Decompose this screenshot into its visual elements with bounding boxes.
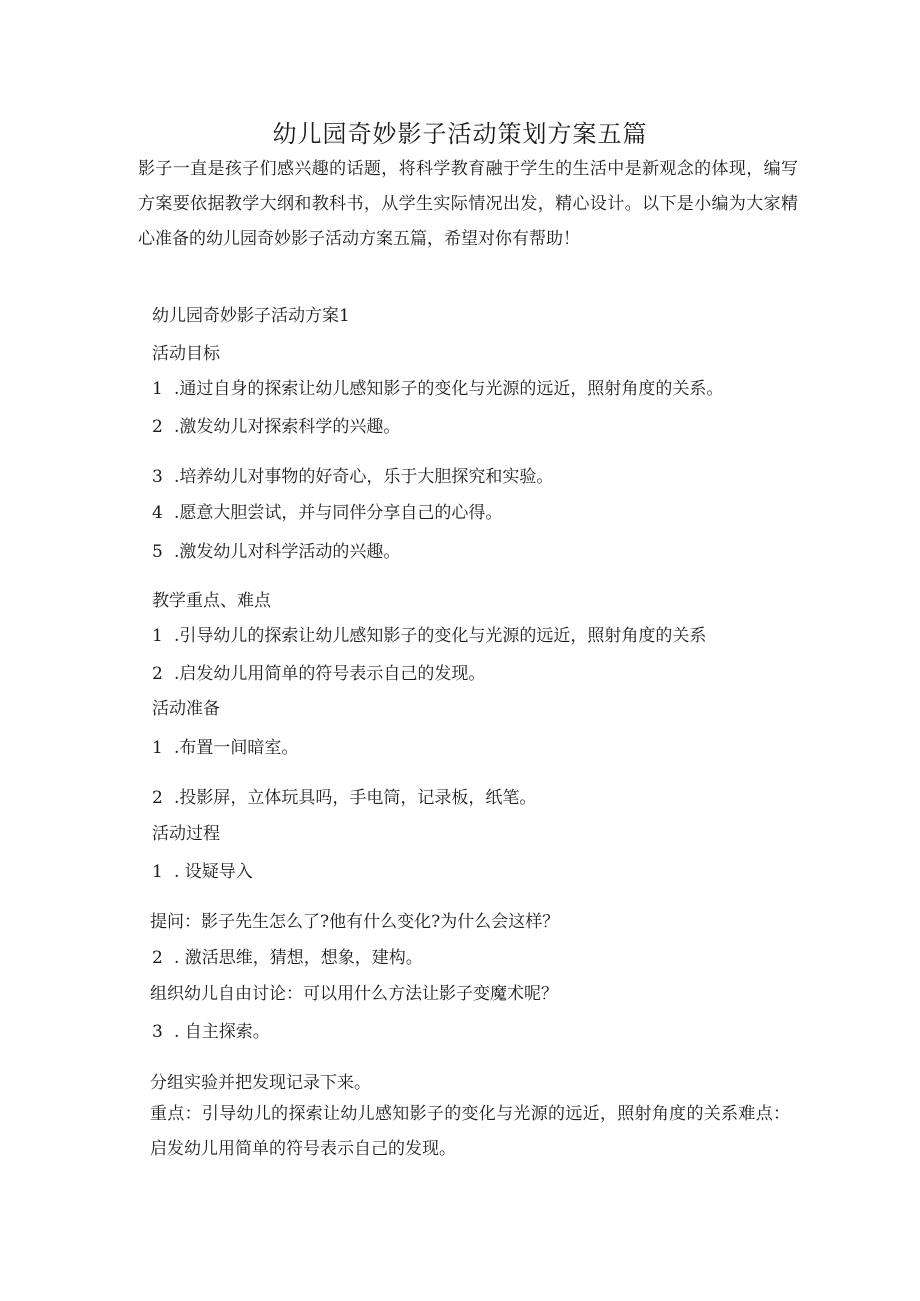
prep-number: 1 bbox=[152, 738, 163, 758]
keypoints-heading: 教学重点、难点 bbox=[152, 591, 271, 611]
prep-heading: 活动准备 bbox=[152, 699, 220, 719]
keypoint-number: 2 bbox=[152, 664, 163, 684]
goal-item bbox=[152, 498, 502, 523]
goal-number: 4 bbox=[152, 503, 163, 523]
keypoint-number: 1 bbox=[152, 626, 163, 646]
keypoint-text: .启发幼儿用简单的符号表示自己的发现。 bbox=[174, 664, 486, 684]
prep-item bbox=[152, 733, 298, 758]
document-title: 幼儿园奇妙影子活动策划方案五篇 bbox=[272, 120, 648, 148]
goal-number: 1 bbox=[152, 379, 163, 399]
process-step bbox=[152, 857, 253, 882]
process-step-number: 1 bbox=[152, 862, 163, 882]
process-step-number: 3 bbox=[152, 1022, 163, 1042]
discussion-text: 组织幼儿自由讨论：可以用什么方法让影子变魔术呢？ bbox=[150, 984, 558, 1004]
process-step-number: 2 bbox=[152, 948, 163, 968]
prep-text: .布置一间暗室。 bbox=[174, 738, 299, 758]
goal-text: .培养幼儿对事物的好奇心，乐于大胆探究和实验。 bbox=[174, 467, 554, 487]
process-step bbox=[152, 1017, 270, 1042]
goal-item bbox=[152, 412, 400, 437]
process-step-text: . 自主探索。 bbox=[174, 1022, 270, 1042]
prep-item bbox=[152, 783, 536, 808]
intro-paragraph: 影子一直是孩子们感兴趣的话题，将科学教育融于学生的生活中是新观念的体现，编写方案要依据教学大纲和教科书，从学生实际情况出发，精心设计。以下是小编为大家精心准备的幼儿园奇妙影子活动方案五篇，希望对你有帮助！ bbox=[138, 159, 798, 249]
process-step-text: . 设疑导入 bbox=[174, 862, 253, 882]
prep-text: .投影屏，立体玩具吗，手电筒，记录板，纸笔。 bbox=[174, 788, 537, 808]
process-step bbox=[152, 943, 423, 968]
keypoint-item bbox=[152, 659, 485, 684]
goal-number: 3 bbox=[152, 467, 163, 487]
goal-text: .通过自身的探索让幼儿感知影子的变化与光源的远近，照射角度的关系。 bbox=[174, 379, 724, 399]
question-text: 提问：影子先生怎么了?他有什么变化?为什么会这样？ bbox=[150, 912, 560, 932]
keypoint-item bbox=[152, 621, 706, 646]
goal-text: .愿意大胆尝试，并与同伴分享自己的心得。 bbox=[174, 503, 503, 523]
goal-item bbox=[152, 374, 723, 399]
goal-item bbox=[152, 462, 553, 487]
goals-heading: 活动目标 bbox=[152, 344, 220, 364]
goal-text: .激发幼儿对科学活动的兴趣。 bbox=[174, 542, 401, 562]
prep-number: 2 bbox=[152, 788, 163, 808]
goal-text: .激发幼儿对探索科学的兴趣。 bbox=[174, 417, 401, 437]
keypoint-text: .引导幼儿的探索让幼儿感知影子的变化与光源的远近，照射角度的关系 bbox=[174, 626, 707, 646]
goal-number: 2 bbox=[152, 417, 163, 437]
goal-item bbox=[152, 537, 400, 562]
process-heading: 活动过程 bbox=[152, 824, 220, 844]
section-title: 幼儿园奇妙影子活动方案1 bbox=[152, 306, 350, 326]
goal-number: 5 bbox=[152, 542, 163, 562]
process-step-text: . 激活思维，猜想，想象，建构。 bbox=[174, 948, 423, 968]
focus-paragraph: 重点：引导幼儿的探索让幼儿感知影子的变化与光源的远近，照射角度的关系难点：启发幼儿用简单的符号表示自己的发现。 bbox=[150, 1104, 790, 1159]
experiment-text: 分组实验并把发现记录下来。 bbox=[150, 1073, 371, 1093]
